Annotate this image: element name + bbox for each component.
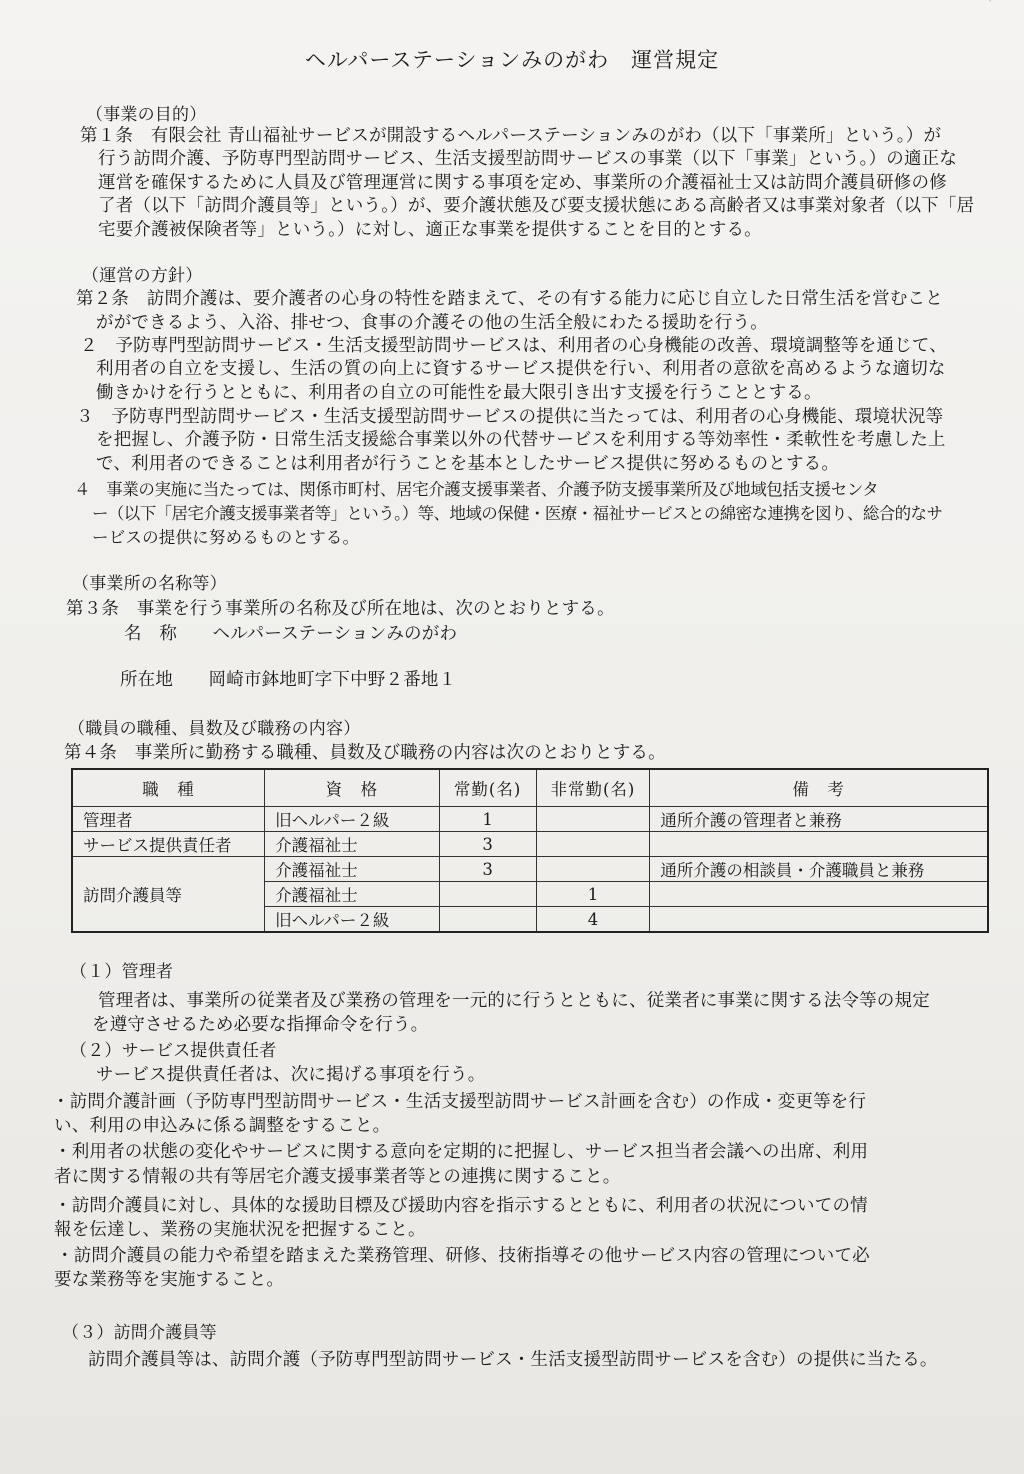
article2-line: ２ 予防専門型訪問サービス・生活支援型訪問サービスは、利用者の心身機能の改善、環境調整等を通じて、	[80, 336, 947, 356]
parttime-cell	[536, 857, 650, 882]
table-row	[72, 807, 988, 832]
article2-line: ３ 予防専門型訪問サービス・生活支援型訪問サービスの提供に当たっては、利用者の心身機能、環境状況等	[76, 407, 944, 427]
service-provider-line: ・訪問介護員に対し、具体的な援助目標及び援助内容を指示するとともに、利用者の状況についての情	[54, 1196, 868, 1216]
article1-line: 第１条 有限会社 青山福祉サービスが開設するヘルパーステーションみのがわ（以下「事業所」という。）が	[80, 126, 942, 146]
article1-line: 了者（以下「訪問介護員等」という。）が、要介護状態及び要支援状態にある高齢者又は事業対象者（以下「居	[98, 196, 975, 216]
home-helper-line: 訪問介護員等は、訪問介護（予防専門型訪問サービス・生活支援型訪問サービスを含む）の提供に当たる。	[88, 1350, 938, 1370]
article2-line: ービスの提供に努めるものとする。	[92, 528, 360, 547]
parttime-cell: 4	[536, 907, 650, 933]
fulltime-cell: 1	[439, 807, 536, 832]
parttime-cell	[536, 832, 650, 857]
page-corner-mark: `	[988, 0, 993, 11]
service-provider-line: サービス提供責任者は、次に掲げる事項を行う。	[96, 1065, 486, 1085]
parttime-cell: 1	[536, 882, 650, 907]
role-cell: 管理者	[72, 807, 265, 832]
section-heading-name: （事業所の名称等）	[72, 574, 227, 594]
duty-heading-home-helper: （３）訪問介護員等	[62, 1323, 217, 1343]
article2-line: がができるよう、入浴、排せつ、食事の介護その他の生活全般にわたる援助を行う。	[96, 313, 768, 333]
office-address: 所在地 岡崎市鉢地町字下中野２番地１	[120, 670, 457, 690]
column-header: 備 考	[650, 769, 988, 807]
service-provider-line: 要な業務等を実施すること。	[54, 1270, 285, 1290]
article2-line: 第２条 訪問介護は、要介護者の心身の特性を踏まえて、その有する能力に応じ自立した日常生活を営むこと	[76, 289, 943, 309]
note-cell	[650, 907, 988, 933]
role-cell: 訪問介護員等	[72, 857, 265, 933]
fulltime-cell: 3	[439, 832, 536, 857]
column-header: 職 種	[72, 769, 265, 807]
service-provider-line: 者に関する情報の共有等居宅介護支援事業者等との連携に関すること。	[54, 1167, 621, 1187]
article2-line: 働きかけを行うとともに、利用者の自立の可能性を最大限引き出す支援を行うこととする。	[96, 383, 822, 403]
note-cell	[650, 832, 988, 857]
service-provider-line: い、利用の申込みに係る調整をすること。	[54, 1116, 391, 1136]
note-cell	[650, 882, 988, 907]
article4-line: 第４条 事業所に勤務する職種、員数及び職務の内容は次のとおりとする。	[64, 743, 666, 763]
table-header-row	[72, 769, 988, 807]
column-header: 常勤(名)	[439, 769, 536, 807]
section-heading-staff: （職員の職種、員数及び職務の内容）	[68, 719, 361, 739]
service-provider-line: ・訪問介護計画（予防専門型訪問サービス・生活支援型訪問サービス計画を含む）の作成・変更等を行	[52, 1092, 867, 1112]
qualification-cell: 旧ヘルパー２級	[265, 907, 440, 933]
office-name: 名 称 ヘルパーステーションみのがわ	[124, 624, 458, 644]
fulltime-cell	[439, 907, 536, 933]
section-heading-policy: （運営の方針）	[82, 266, 203, 286]
article2-line: で、利用者のできることは利用者が行うことを基本としたサービス提供に努めるものとする。	[96, 454, 840, 474]
article2-line: を把握し、介護予防・日常生活支援総合事業以外の代替サービスを利用する等効率性・柔軟性を考慮した上	[96, 430, 946, 450]
fulltime-cell	[439, 882, 536, 907]
qualification-cell: 介護福祉士	[265, 882, 440, 907]
staff-table	[71, 768, 989, 933]
qualification-cell: 旧ヘルパー２級	[265, 807, 440, 832]
column-header: 非常勤(名)	[536, 769, 650, 807]
qualification-cell: 介護福祉士	[265, 857, 440, 882]
service-provider-line: ・利用者の状態の変化やサービスに関する意向を定期的に把握し、サービス担当者会議への出席、利用	[54, 1142, 869, 1162]
service-provider-line: ・訪問介護員の能力や希望を踏まえた業務管理、研修、技術指導その他サービス内容の管理について必	[56, 1246, 870, 1266]
article2-line: 利用者の自立を支援し、生活の質の向上に資するサービス提供を行い、利用者の意欲を高めるような適切な	[96, 359, 946, 379]
qualification-cell: 介護福祉士	[265, 832, 440, 857]
section-heading-purpose: （事業の目的）	[86, 105, 207, 125]
article2-line: ー（以下「居宅介護支援事業者等」という。）等、地域の保健・医療・福祉サービスとの綿密な連携を図り、総合的なサ	[92, 504, 943, 523]
table-row	[72, 832, 988, 857]
note-cell: 通所介護の相談員・介護職員と兼務	[650, 857, 988, 882]
page-title: ヘルパーステーションみのがわ 運営規定	[304, 48, 720, 72]
manager-duty-line: 管理者は、事業所の従業者及び業務の管理を一元的に行うとともに、従業者に事業に関する法令等の規定	[98, 991, 930, 1011]
article2-line: ４ 事業の実施に当たっては、関係市町村、居宅介護支援事業者、介護予防支援事業所及び地域包括支援センタ	[74, 480, 879, 499]
duty-heading-manager: （１）管理者	[70, 962, 174, 982]
fulltime-cell: 3	[439, 857, 536, 882]
parttime-cell	[536, 807, 650, 832]
manager-duty-line: を遵守させるため必要な指揮命令を行う。	[92, 1015, 429, 1035]
table-row	[72, 857, 988, 882]
duty-heading-service-provider: （２）サービス提供責任者	[70, 1041, 277, 1061]
article1-line: 行う訪問介護、予防専門型訪問サービス、生活支援型訪問サービスの事業（以下「事業」という。）の適正な	[98, 149, 958, 169]
article3-line: 第３条 事業を行う事業所の名称及び所在地は、次のとおりとする。	[66, 599, 615, 619]
article1-line: 宅要介護被保険者等」という。）に対し、適正な事業を提供することを目的とする。	[98, 220, 762, 240]
note-cell: 通所介護の管理者と兼務	[650, 807, 988, 832]
service-provider-line: 報を伝達し、業務の実施状況を把握すること。	[54, 1220, 426, 1240]
article1-line: 運営を確保するために人員及び管理運営に関する事項を定め、事業所の介護福祉士又は訪問介護員研修の修	[98, 173, 947, 193]
column-header: 資 格	[265, 769, 440, 807]
role-cell: サービス提供責任者	[72, 832, 265, 857]
